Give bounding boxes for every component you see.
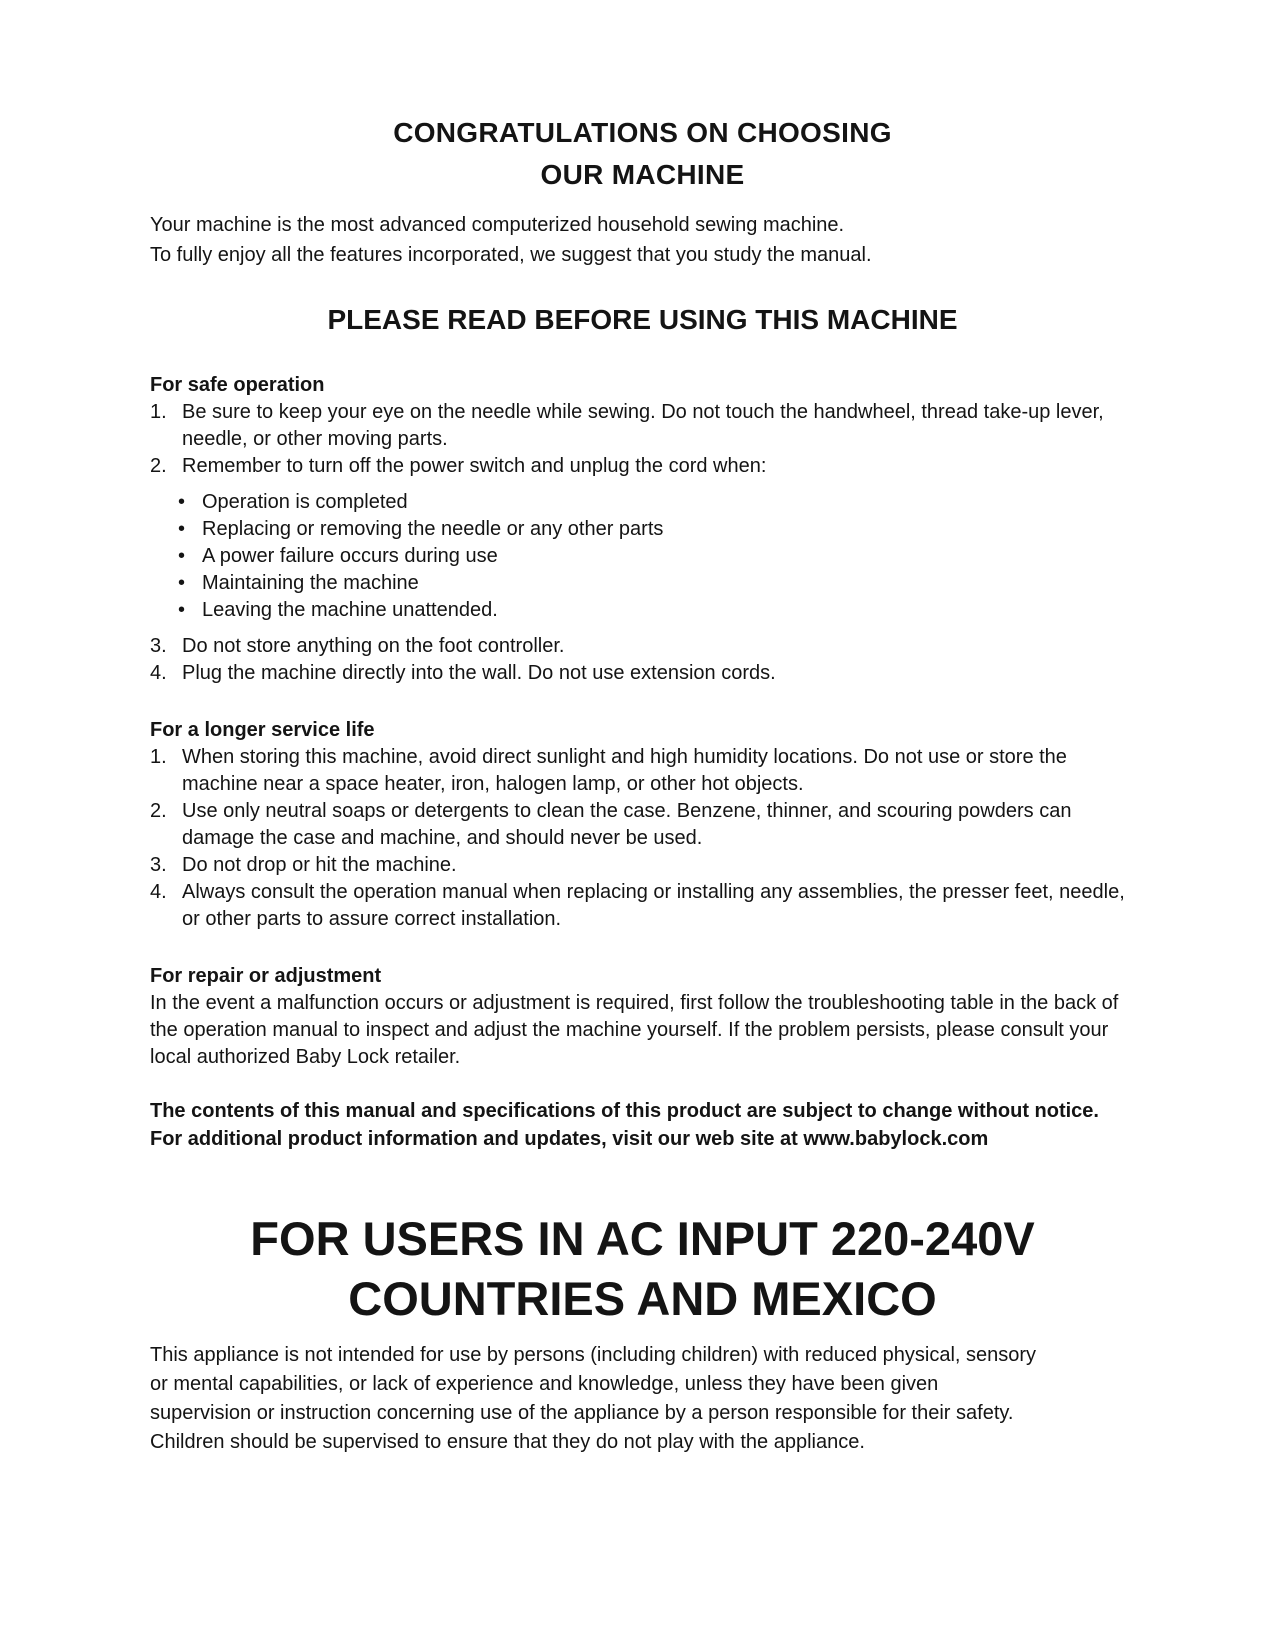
bullet-text: A power failure occurs during use [202, 545, 498, 567]
item-number: 4. [150, 662, 167, 684]
page-title-line2: OUR MACHINE [540, 159, 745, 190]
safe-operation-section [150, 372, 1135, 687]
item-text: Remember to turn off the power switch and unplug the cord when: [182, 455, 767, 477]
bullet-item [150, 489, 1135, 516]
warning-line4: Children should be supervised to ensure that they do not play with the appliance. [150, 1431, 865, 1453]
list-item [150, 633, 1135, 660]
list-item [150, 798, 1135, 852]
users-heading-line2: COUNTRIES AND MEXICO [348, 1272, 937, 1325]
appliance-warning [150, 1341, 1135, 1457]
bullet-icon: • [178, 599, 186, 621]
bullet-icon: • [178, 572, 186, 594]
bullet-text: Replacing or removing the needle or any other parts [202, 518, 664, 540]
notice-line1: The contents of this manual and specifications of this product are subject to change without notice. [150, 1100, 1099, 1122]
repair-heading: For repair or adjustment [150, 965, 382, 987]
warning-line2: or mental capabilities, or lack of experience and knowledge, unless they have been given [150, 1373, 939, 1395]
list-item [150, 879, 1135, 933]
bullet-item [150, 570, 1135, 597]
safe-operation-list-continued [150, 633, 1135, 687]
list-item [150, 852, 1135, 879]
warning-line3: supervision or instruction concerning use of the appliance by a person responsible for their safety. [150, 1402, 1014, 1424]
repair-section [150, 963, 1135, 1071]
read-before-heading: PLEASE READ BEFORE USING THIS MACHINE [327, 304, 958, 335]
item-number: 3. [150, 854, 167, 876]
list-item [150, 453, 1135, 480]
item-text: Use only neutral soaps or detergents to clean the case. Benzene, thinner, and scouring powders can damage the case and machine, and should never be used. [182, 800, 1072, 849]
item-text: Do not drop or hit the machine. [182, 854, 457, 876]
item-text: Do not store anything on the foot controller. [182, 635, 565, 657]
intro-text [150, 210, 1135, 270]
change-notice [150, 1097, 1135, 1153]
item-number: 2. [150, 800, 167, 822]
bullet-icon: • [178, 491, 186, 513]
bullet-text: Operation is completed [202, 491, 408, 513]
warning-line1: This appliance is not intended for use by persons (including children) with reduced physical, sensory [150, 1344, 1037, 1366]
item-text: When storing this machine, avoid direct sunlight and high humidity locations. Do not use or store the machine near a space heater, iron, halogen lamp, or other hot objects. [182, 746, 1067, 795]
service-life-heading: For a longer service life [150, 719, 375, 741]
item-number: 4. [150, 881, 167, 903]
page-title [150, 112, 1135, 196]
item-number: 3. [150, 635, 167, 657]
safe-operation-heading: For safe operation [150, 374, 325, 396]
service-life-list [150, 744, 1135, 933]
list-item [150, 744, 1135, 798]
notice-line2: For additional product information and updates, visit our web site at www.babylock.com [150, 1128, 989, 1150]
intro-line1: Your machine is the most advanced computerized household sewing machine. [150, 214, 845, 236]
bullet-item [150, 597, 1135, 624]
service-life-section [150, 717, 1135, 933]
bullet-icon: • [178, 545, 186, 567]
page-title-line1: CONGRATULATIONS ON CHOOSING [393, 117, 892, 148]
item-text: Plug the machine directly into the wall. Do not use extension cords. [182, 662, 776, 684]
intro-line2: To fully enjoy all the features incorporated, we suggest that you study the manual. [150, 244, 872, 266]
item-number: 1. [150, 401, 167, 423]
safe-operation-list [150, 399, 1135, 480]
bullet-item [150, 543, 1135, 570]
repair-text: In the event a malfunction occurs or adjustment is required, first follow the troubleshooting table in the back of the operation manual to inspect and adjust the machine yourself. If the problem persists, please consult your local authorized Baby Lock retailer. [150, 992, 1119, 1068]
item-text: Be sure to keep your eye on the needle while sewing. Do not touch the handwheel, thread take-up lever, needle, or other moving parts. [182, 401, 1104, 450]
bullet-text: Leaving the machine unattended. [202, 599, 498, 621]
bullet-text: Maintaining the machine [202, 572, 419, 594]
unplug-conditions-list [150, 489, 1135, 624]
item-number: 1. [150, 746, 167, 768]
bullet-icon: • [178, 518, 186, 540]
item-number: 2. [150, 455, 167, 477]
bullet-item [150, 516, 1135, 543]
list-item [150, 399, 1135, 453]
list-item [150, 660, 1135, 687]
users-heading [150, 1209, 1135, 1329]
item-text: Always consult the operation manual when replacing or installing any assemblies, the presser feet, needle, or other parts to assure correct installation. [182, 881, 1125, 930]
users-heading-line1: FOR USERS IN AC INPUT 220-240V [250, 1212, 1035, 1265]
